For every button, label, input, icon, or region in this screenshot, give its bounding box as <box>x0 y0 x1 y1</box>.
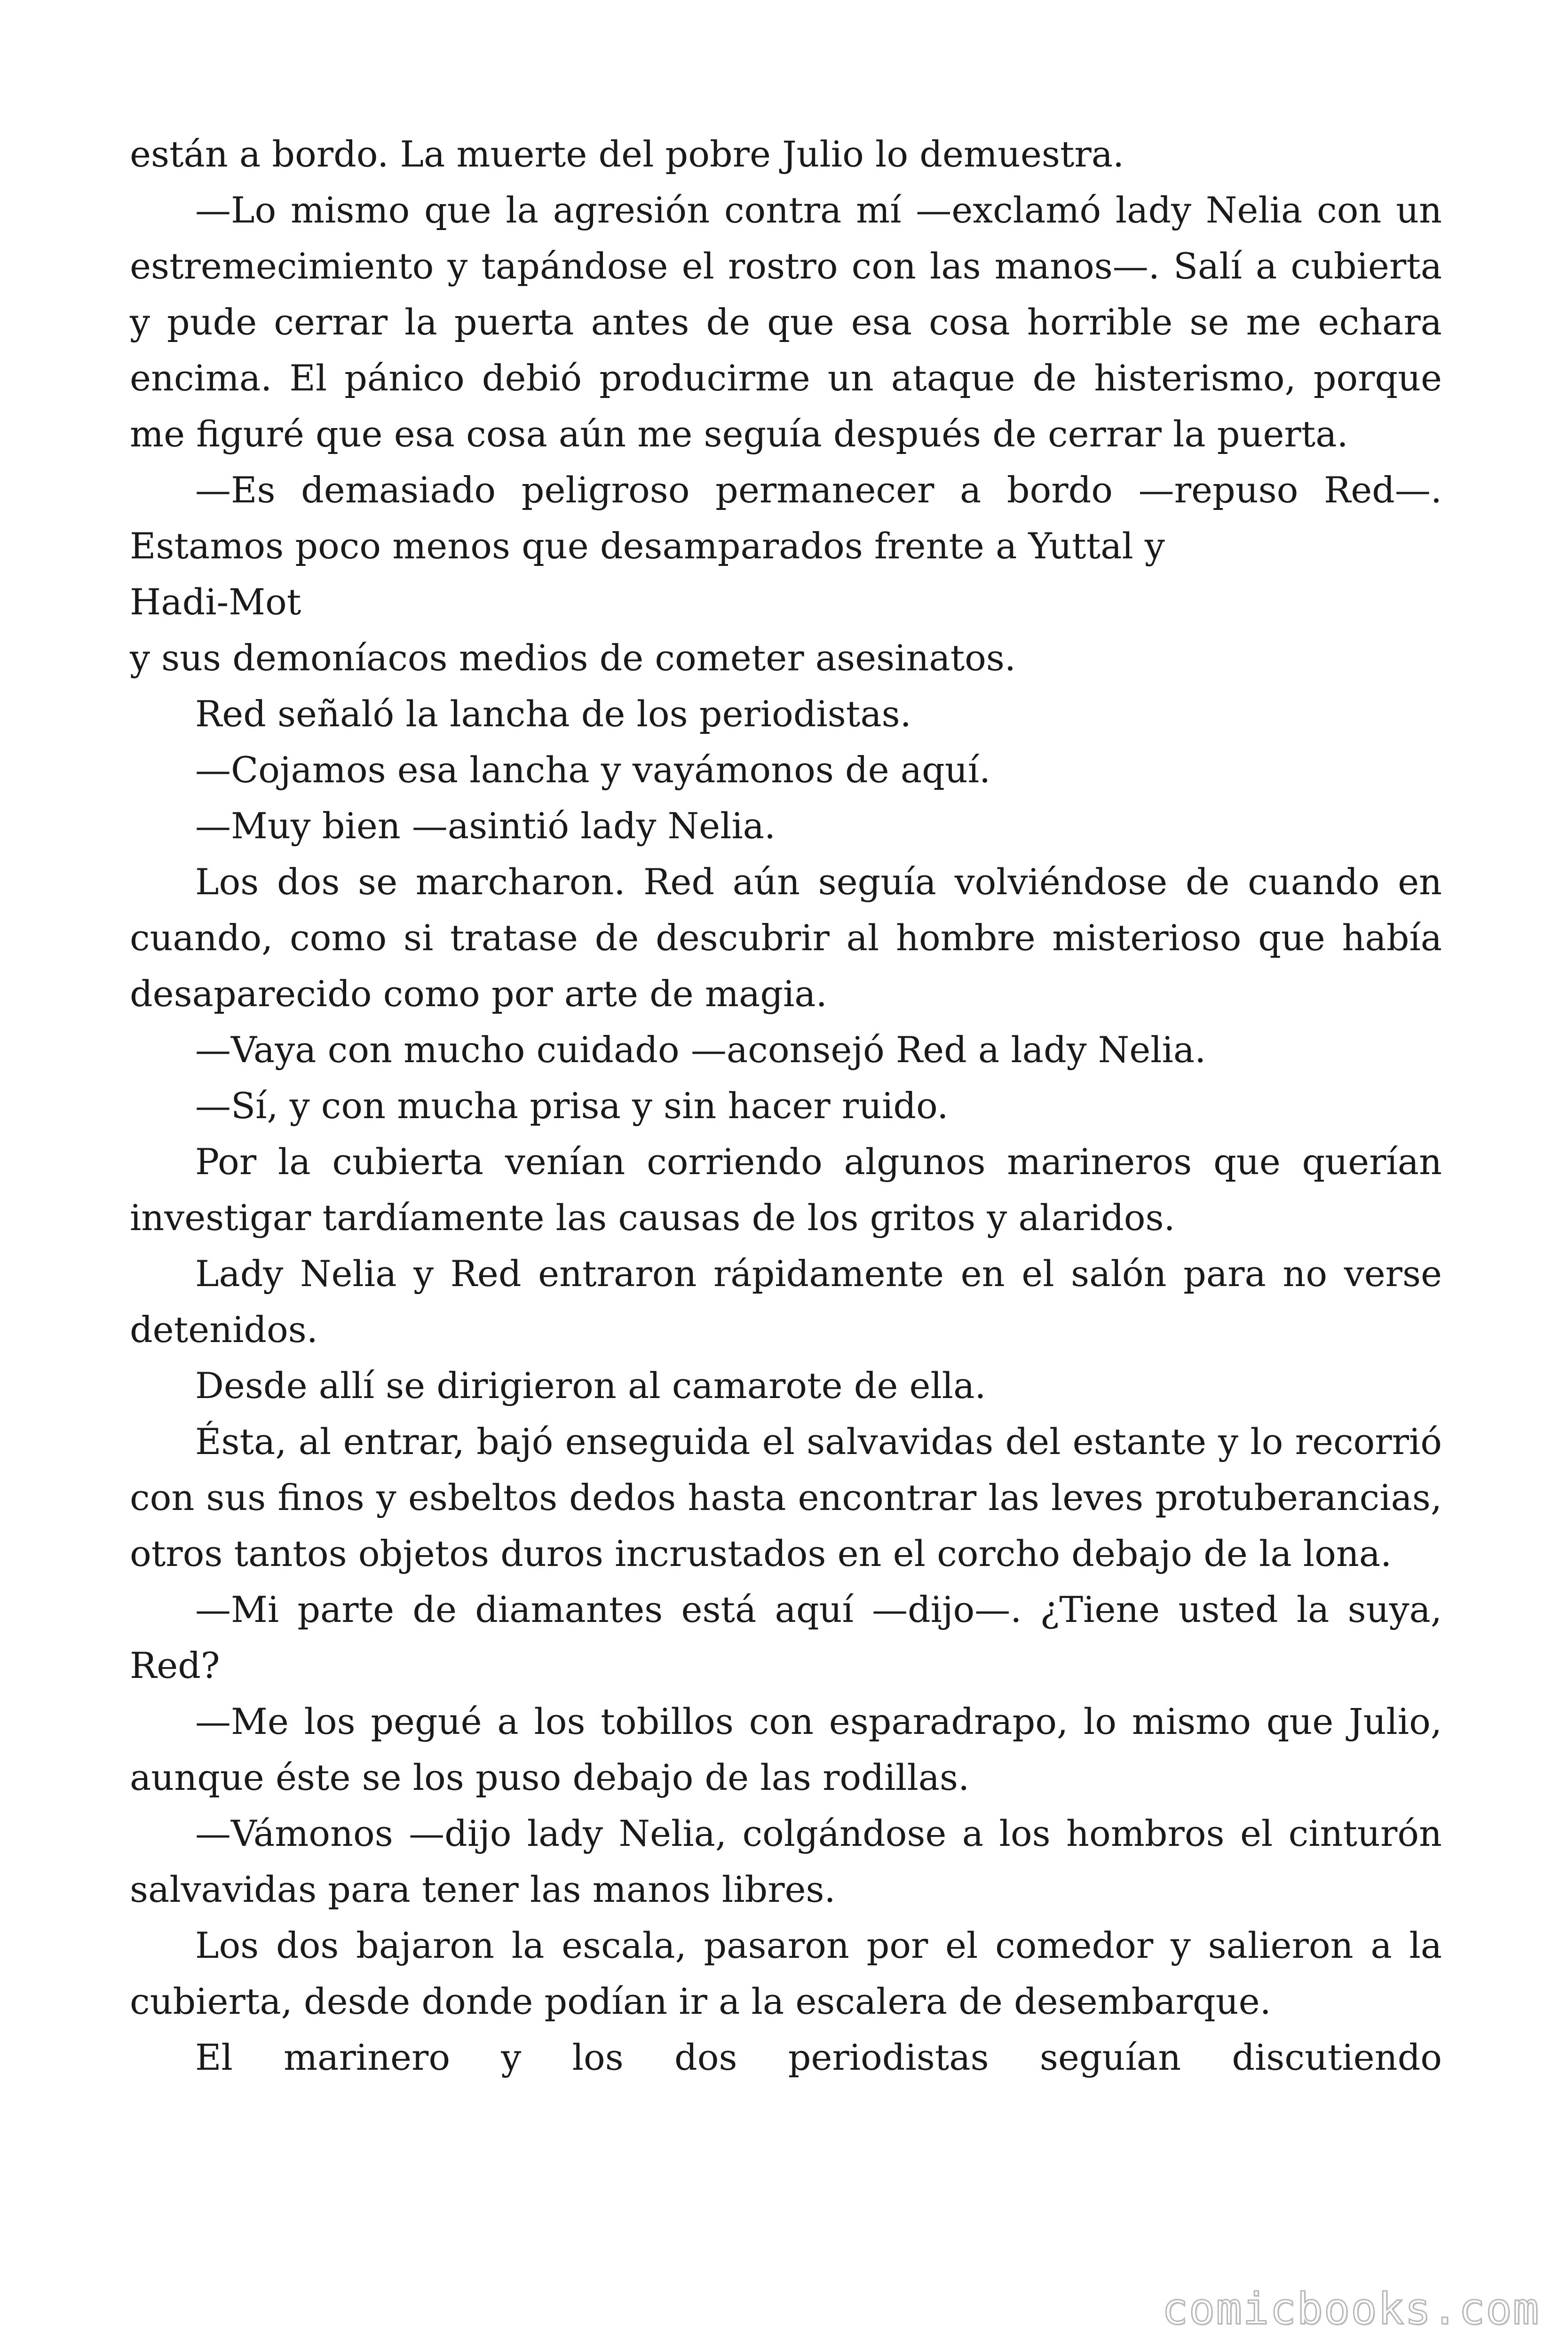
paragraph: Lady Nelia y Red entraron rápidamente en el salón para no verse detenidos. <box>130 1253 1442 1351</box>
paragraph: Ésta, al entrar, bajó enseguida el salvavidas del estante y lo recorrió con sus finos y esbeltos dedos hasta encontrar las leves protuberancias, otros tantos objetos duros incrustados en el corcho debajo de la lona. <box>130 1421 1442 1574</box>
paragraph: —Me los pegué a los tobillos con esparadrapo, lo mismo que Julio, aunque éste se los puso debajo de las rodillas. <box>130 1700 1442 1798</box>
paragraph: —Es demasiado peligroso permanecer a bordo —repuso Red—. Estamos poco menos que desamparados frente a Yuttal y <box>130 469 1442 567</box>
paragraph: Los dos bajaron la escala, pasaron por el comedor y salieron a la cubierta, desde donde podían ir a la escalera de desembarque. <box>130 1924 1442 2022</box>
paragraph: están a bordo. La muerte del pobre Julio lo demuestra. <box>130 133 1125 175</box>
paragraph: —Vaya con mucho cuidado —aconsejó Red a lady Nelia. <box>195 1029 1206 1071</box>
paragraph: Desde allí se dirigieron al camarote de ella. <box>195 1365 986 1406</box>
paragraph: —Vámonos —dijo lady Nelia, colgándose a los hombros el cinturón salvavidas para tener las manos libres. <box>130 1812 1442 1910</box>
watermark: comicbooks.com <box>1162 2284 1540 2334</box>
paragraph: y sus demoníacos medios de cometer asesinatos. <box>130 637 1016 679</box>
paragraph: Hadi-Mot <box>130 581 301 623</box>
paragraph: Por la cubierta venían corriendo algunos marineros que querían investigar tardíamente las causas de los gritos y alaridos. <box>130 1141 1442 1239</box>
paragraph: —Cojamos esa lancha y vayámonos de aquí. <box>195 749 991 791</box>
paragraph: —Mi parte de diamantes está aquí —dijo—. ¿Tiene usted la suya, Red? <box>130 1589 1442 1686</box>
paragraph: —Lo mismo que la agresión contra mí —exclamó lady Nelia con un estremecimiento y tapándose el rostro con las manos—. Salí a cubierta y pude cerrar la puerta antes de que esa cosa horrible se me echara encima. El pánico debió producirme un ataque de histerismo, porque me figuré que esa cosa aún me seguía después de cerrar la puerta. <box>130 189 1442 455</box>
paragraph: —Muy bien —asintió lady Nelia. <box>195 805 776 847</box>
paragraph: Los dos se marcharon. Red aún seguía volviéndose de cuando en cuando, como si tratase de descubrir al hombre misterioso que había desaparecido como por arte de magia. <box>130 861 1442 1015</box>
paragraph: Red señaló la lancha de los periodistas. <box>195 693 911 735</box>
paragraph: El marinero y los dos periodistas seguían discutiendo <box>195 2036 1442 2078</box>
paragraph: —Sí, y con mucha prisa y sin hacer ruido. <box>195 1085 949 1127</box>
page-text <box>130 126 1442 2085</box>
